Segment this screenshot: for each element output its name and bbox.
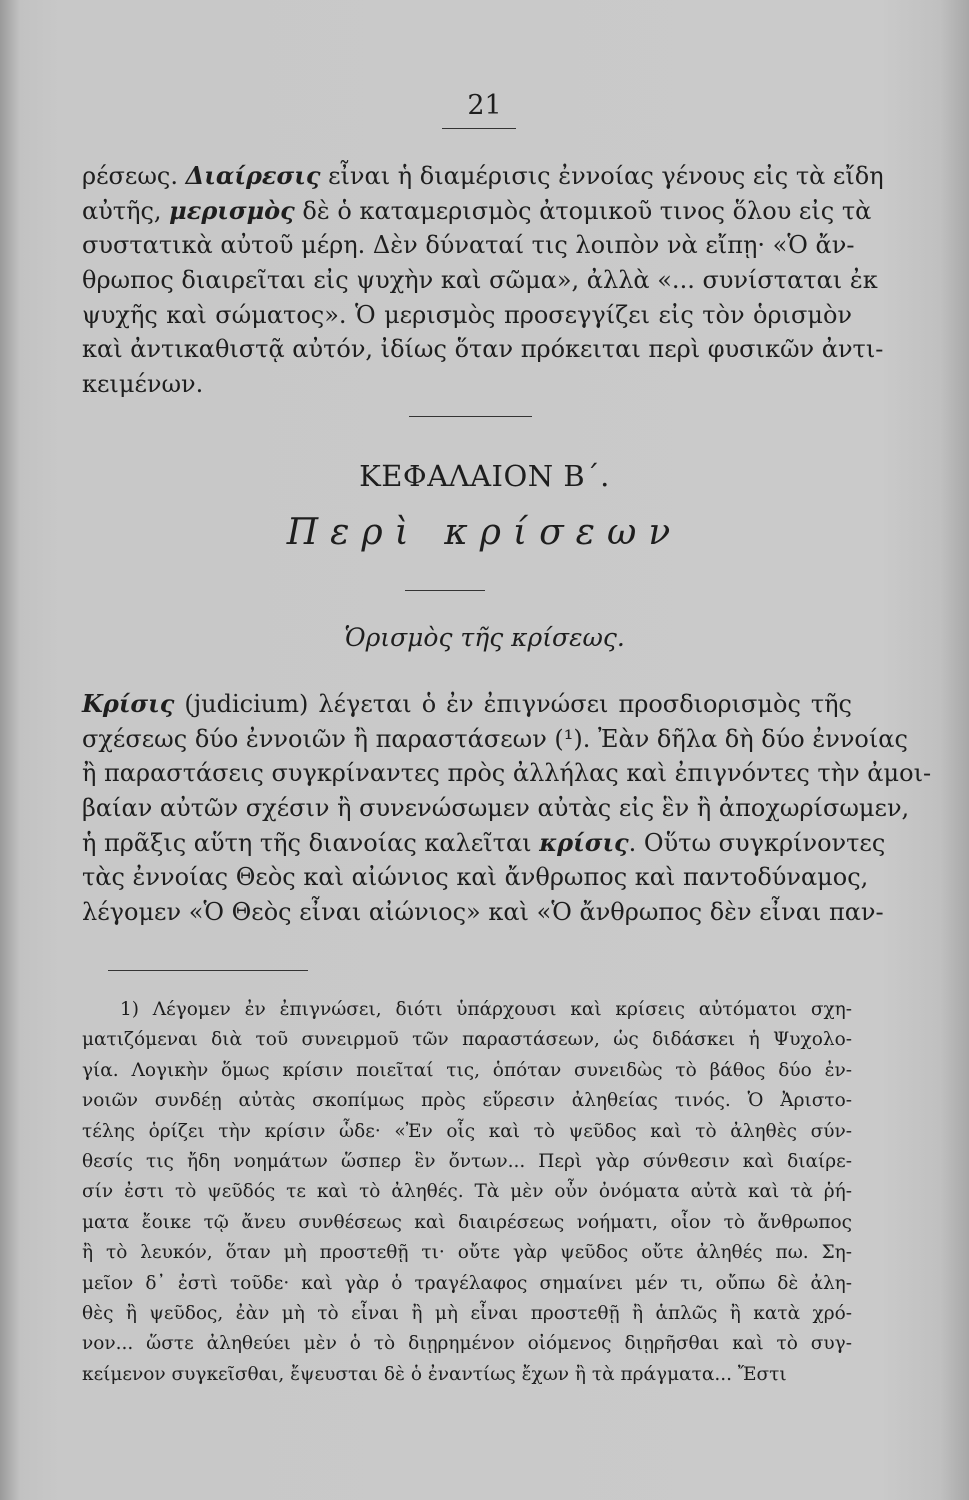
- footnote-line: τέλης ὁρίζει τὴν κρίσιν ὧδε· «Ἐν οἷς καὶ τὸ ψεῦδος καὶ τὸ ἀληθὲς σύν-: [82, 1120, 852, 1142]
- body-line: [82, 756, 932, 791]
- emphasized-term: Κρίσις: [82, 689, 175, 718]
- footnote-line: μεῖον δ᾽ ἐστὶ τοῦδε· καὶ γὰρ ὁ τραγέλαφος σημαίνει μέν τι, οὔπω δὲ ἀλη-: [82, 1272, 852, 1294]
- footnote-line: νον... ὥστε ἀληθεύει μὲν ὁ τὸ διῃρημένον οἰόμενος διῃρῆσθαι καὶ τὸ συγ-: [82, 1333, 852, 1355]
- footnote-line: ἢ τὸ λευκόν, ὅταν μὴ προστεθῇ τι· οὔτε γὰρ ψεῦδος οὔτε ἀληθές πω. Ση-: [82, 1242, 852, 1264]
- intro-line: [82, 228, 855, 263]
- footnote-line: θὲς ἢ ψεῦδος, ἐὰν μὴ τὸ εἶναι ἢ μὴ εἶναι προστεθῇ ἢ ἁπλῶς ἢ κατὰ χρό-: [82, 1302, 852, 1324]
- text-run: θρωπος διαιρεῖται εἰς ψυχὴν καὶ σῶμα», ἀλλὰ «... συνίσταται ἐκ: [82, 266, 878, 295]
- chapter-title: ΚΕΦΑΛΑΙΟΝ Β΄.: [359, 459, 610, 493]
- footnote-line: ματιζόμεναι διὰ τοῦ συνειρμοῦ τῶν παραστάσεων, ὡς διδάσκει ἡ Ψυχολο-: [82, 1029, 852, 1051]
- chapter-separator-rule: [409, 416, 532, 417]
- text-run: βαίαν αὐτῶν σχέσιν ἢ συνενώσωμεν αὐτὰς εἰς ἓν ἢ ἀποχωρίσωμεν,: [82, 794, 910, 823]
- text-run: λέγομεν «Ὁ Θεὸς εἶναι αἰώνιος» καὶ «Ὁ ἄνθρωπος δὲν εἶναι παν-: [82, 898, 884, 927]
- text-run: ἡ πρᾶξις αὕτη τῆς διανοίας καλεῖται: [82, 828, 540, 857]
- text-run: . Οὕτω συγκρίνοντες: [628, 828, 886, 857]
- body-line: [82, 722, 908, 757]
- footnote: [82, 995, 852, 1390]
- body-paragraph: [82, 687, 932, 930]
- footnote-line: κείμενον συγκεῖσθαι, ἔψευσται δὲ ὁ ἐναντίως ἔχων ἢ τὰ πράγματα... Ἔστι: [82, 1363, 787, 1385]
- intro-line: [82, 159, 884, 194]
- text-run: συστατικὰ αὐτοῦ μέρη. Δὲν δύναταί τις λοιπὸν νὰ εἴπῃ· «Ὁ ἄν-: [82, 231, 855, 260]
- intro-paragraph: [82, 159, 884, 402]
- intro-line: [82, 367, 852, 402]
- text-run: αὐτῆς,: [82, 196, 170, 225]
- body-line: [82, 826, 886, 861]
- intro-line: [82, 194, 872, 229]
- footnote-line: θεσίς τις ἤδη νοημάτων ὥσπερ ἓν ὄντων... Περὶ γὰρ σύνθεσιν καὶ διαίρε-: [82, 1150, 852, 1172]
- text-run: ἢ παραστάσεις συγκρίναντες πρὸς ἀλλήλας καὶ ἐπιγνόντες τὴν ἀμοι-: [82, 759, 932, 788]
- intro-line: [82, 298, 852, 333]
- body-line: [82, 860, 869, 895]
- footnote-separator-rule: [108, 970, 308, 971]
- section-heading: Περὶ κρίσεων: [286, 512, 683, 553]
- footnote-line: σίν ἐστι τὸ ψεῦδός τε καὶ τὸ ἀληθές. Τὰ μὲν οὖν ὀνόματα αὐτὰ καὶ τὰ ῥή-: [82, 1181, 852, 1203]
- footnote-line: γία. Λογικὴν ὅμως κρίσιν ποιεῖταί τις, ὁπόταν συνειδὼς τὸ βάθος δύο ἐν-: [82, 1059, 852, 1081]
- emphasized-term: μερισμὸς: [169, 195, 295, 225]
- text-run: κειμένων.: [82, 370, 204, 399]
- emphasized-term: κρίσις: [539, 827, 629, 857]
- subsection-heading: Ὁρισμὸς τῆς κρίσεως.: [344, 623, 625, 652]
- text-run: ρέσεως.: [82, 162, 186, 190]
- intro-line: [82, 332, 884, 367]
- intro-line: [82, 263, 878, 298]
- body-line: [82, 895, 884, 930]
- text-run: εἶναι ἡ διαμέρισις ἐννοίας γένους εἰς τὰ εἴδη: [320, 162, 884, 190]
- page-number-rule: [442, 128, 516, 129]
- text-run: σχέσεως δύο ἐννοιῶν ἢ παραστάσεων (¹). Ἐὰν δῆλα δὴ δύο ἐννοίας: [82, 724, 908, 753]
- body-line: [82, 791, 910, 826]
- text-run: καὶ ἀντικαθιστᾷ αὐτόν, ἰδίως ὅταν πρόκειται περὶ φυσικῶν ἀντι-: [82, 335, 884, 364]
- emphasized-term: Διαίρεσις: [185, 161, 321, 190]
- footnote-line: ματα ἔοικε τῷ ἄνευ συνθέσεως καὶ διαιρέσεως νοήματι, οἷον τὸ ἄνθρωπος: [82, 1211, 852, 1233]
- heading-underline-rule: [405, 590, 485, 591]
- text-run: δὲ ὁ καταμερισμὸς ἀτομικοῦ τινος ὅλου εἰς τὰ: [294, 196, 872, 225]
- body-line: [82, 687, 852, 722]
- text-run: ψυχῆς καὶ σώματος». Ὁ μερισμὸς προσεγγίζει εἰς τὸν ὁρισμὸν: [82, 300, 852, 329]
- text-run: (judicium) λέγεται ὁ ἐν ἐπιγνώσει προσδιορισμὸς τῆς: [174, 690, 852, 718]
- footnote-line: 1) Λέγομεν ἐν ἐπιγνώσει, διότι ὑπάρχουσι καὶ κρίσεις αὐτόματοι σχη-: [120, 999, 852, 1020]
- text-run: τὰς ἐννοίας Θεὸς καὶ αἰώνιος καὶ ἄνθρωπος καὶ παντοδύναμος,: [82, 863, 869, 892]
- page-number: 21: [467, 90, 502, 121]
- footnote-line: νοιῶν συνδέῃ αὐτὰς σκοπίμως πρὸς εὕρεσιν ἀληθείας τινός. Ὁ Ἀριστο-: [82, 1090, 852, 1112]
